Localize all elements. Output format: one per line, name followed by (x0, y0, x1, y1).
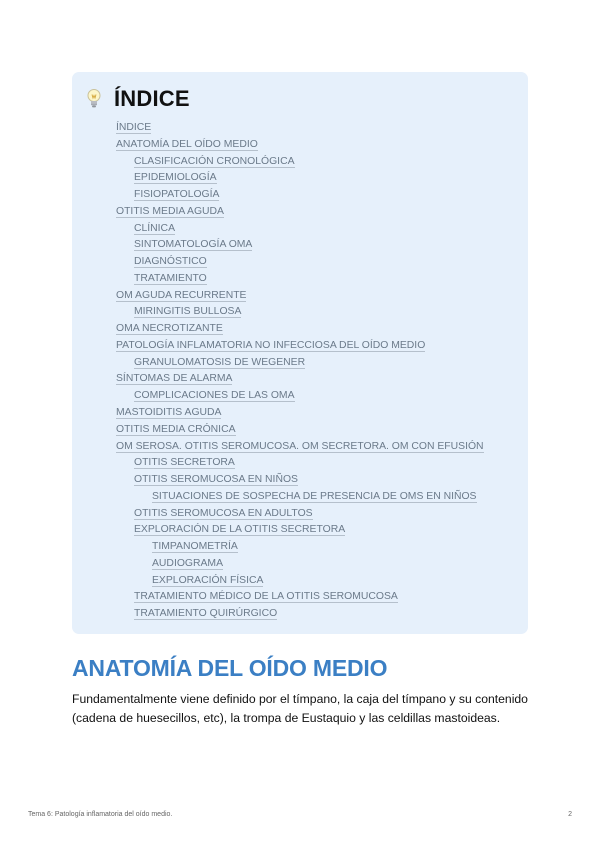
toc-link[interactable]: TIMPANOMETRÍA (152, 541, 238, 553)
toc-item (116, 221, 508, 238)
toc-item (116, 606, 508, 623)
toc-item (116, 489, 508, 506)
toc-link[interactable]: SÍNTOMAS DE ALARMA (116, 373, 233, 385)
toc-link[interactable]: TRATAMIENTO QUIRÚRGICO (134, 608, 278, 620)
toc-link[interactable]: PATOLOGÍA INFLAMATORIA NO INFECCIOSA DEL OÍDO MEDIO (116, 339, 426, 351)
toc-item (116, 589, 508, 606)
toc-item (116, 204, 508, 221)
toc-item (116, 120, 508, 137)
toc-link[interactable]: MIRINGITIS BULLOSA (134, 306, 242, 318)
toc-item (116, 573, 508, 590)
toc-link[interactable]: OMA NECROTIZANTE (116, 323, 223, 335)
toc-link[interactable]: ANATOMÍA DEL OÍDO MEDIO (116, 138, 258, 150)
toc-item (116, 187, 508, 204)
toc-link[interactable]: DIAGNÓSTICO (134, 256, 207, 268)
toc-title: ÍNDICE (114, 86, 190, 111)
toc-item (116, 388, 508, 405)
toc-item (116, 455, 508, 472)
toc-item (116, 422, 508, 439)
toc-item (116, 405, 508, 422)
toc-link[interactable]: EXPLORACIÓN DE LA OTITIS SECRETORA (134, 524, 346, 536)
toc-link[interactable]: COMPLICACIONES DE LAS OMA (134, 390, 295, 402)
toc-link[interactable]: OTITIS SECRETORA (134, 457, 235, 469)
toc-item (116, 271, 508, 288)
toc-link[interactable]: CLASIFICACIÓN CRONOLÓGICA (134, 155, 295, 167)
toc-link[interactable]: ÍNDICE (116, 122, 152, 133)
toc-item (116, 154, 508, 171)
page-number: 2 (568, 811, 572, 818)
toc-item (116, 472, 508, 489)
toc-link[interactable]: TRATAMIENTO (134, 272, 207, 284)
toc-item (116, 137, 508, 154)
toc-link[interactable]: OM SEROSA. OTITIS SEROMUCOSA. OM SECRETORA. OM CON EFUSIÓN (116, 440, 484, 452)
table-of-contents (72, 72, 528, 634)
toc-item (116, 556, 508, 573)
toc-link[interactable]: SITUACIONES DE SOSPECHA DE PRESENCIA DE OMS EN NIÑOS (152, 490, 477, 502)
toc-item (116, 355, 508, 372)
toc-link[interactable]: OTITIS MEDIA AGUDA (116, 205, 224, 217)
toc-link[interactable]: AUDIOGRAMA (152, 557, 224, 569)
toc-link[interactable]: OM AGUDA RECURRENTE (116, 289, 247, 301)
toc-item (116, 338, 508, 355)
toc-list (116, 120, 508, 623)
toc-item (116, 304, 508, 321)
section-paragraph: Fundamentalmente viene definido por el tímpano, la caja del tímpano y su contenido (cadena de huesecillos, etc), la trompa de Eustaquio y las celdillas mastoideas. (72, 692, 528, 725)
toc-item (116, 439, 508, 456)
toc-link[interactable]: FISIOPATOLOGÍA (134, 189, 220, 201)
toc-item (116, 371, 508, 388)
section-heading: ANATOMÍA DEL OÍDO MEDIO (72, 655, 388, 681)
toc-item (116, 254, 508, 271)
footer-title: Tema 6: Patología inflamatoria del oído medio. (28, 811, 173, 818)
toc-link[interactable]: OTITIS SEROMUCOSA EN ADULTOS (134, 507, 313, 519)
toc-item (116, 170, 508, 187)
toc-link[interactable]: OTITIS MEDIA CRÓNICA (116, 423, 236, 435)
toc-link[interactable]: EXPLORACIÓN FÍSICA (152, 574, 264, 586)
toc-link[interactable]: EPIDEMIOLOGÍA (134, 172, 217, 184)
toc-item (116, 237, 508, 254)
toc-header (86, 84, 190, 114)
toc-item (116, 321, 508, 338)
toc-item (116, 539, 508, 556)
toc-link[interactable]: TRATAMIENTO MÉDICO DE LA OTITIS SEROMUCOSA (134, 591, 398, 603)
toc-link[interactable]: OTITIS SEROMUCOSA EN NIÑOS (134, 474, 298, 486)
toc-item (116, 506, 508, 523)
toc-item (116, 522, 508, 539)
toc-link[interactable]: MASTOIDITIS AGUDA (116, 407, 222, 419)
toc-link[interactable]: SINTOMATOLOGÍA OMA (134, 239, 253, 251)
toc-link[interactable]: CLÍNICA (134, 222, 175, 234)
lightbulb-icon (86, 88, 102, 110)
toc-link[interactable]: GRANULOMATOSIS DE WEGENER (134, 356, 306, 368)
toc-item (116, 288, 508, 305)
